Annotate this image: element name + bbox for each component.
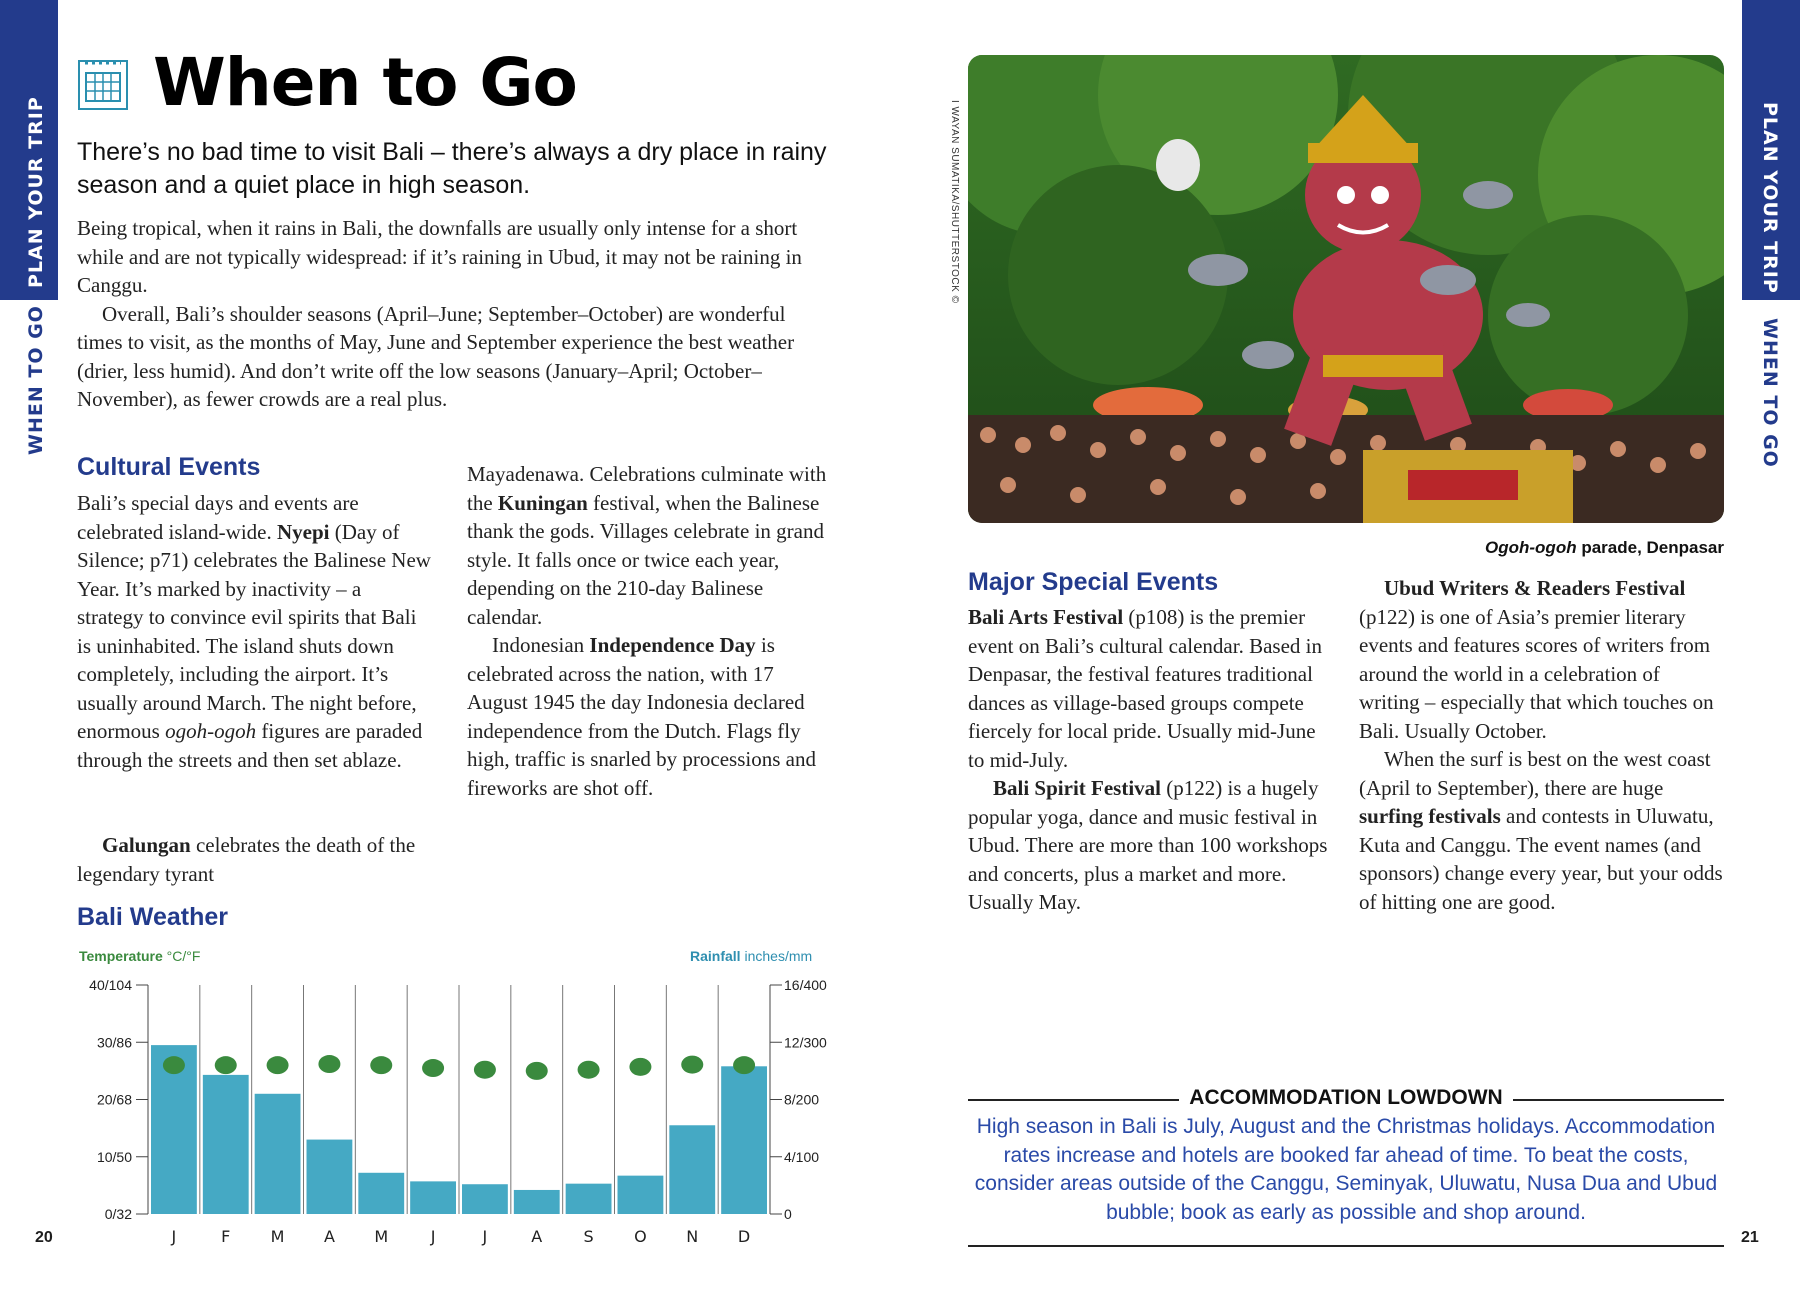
arts-festival-term: Bali Arts Festival [968, 605, 1124, 629]
rainfall-bar [618, 1176, 664, 1214]
temperature-dot [370, 1056, 392, 1074]
left-tab-when-label: WHEN TO GO [25, 305, 47, 455]
text-span: (Day of Silence; p71) celebrates the Balinese New Year. It’s marked by inactivity – a strategy to convince evil spirits that Bali is uninhabited. The island shuts down completely, including the airport. It’s usually around March. The night before, enormous [77, 519, 431, 743]
surfing-festivals-term: surfing festivals [1359, 804, 1501, 828]
left-tab-plan-label: PLAN YOUR TRIP [25, 96, 47, 288]
right-tick-label: 0 [784, 1206, 792, 1222]
right-tick-label: 4/100 [784, 1148, 820, 1165]
left-tick-label: 30/86 [96, 1034, 132, 1051]
major-events-col-2 [1359, 574, 1724, 916]
independence-day-term: Independence Day [589, 633, 756, 657]
intro-text [77, 214, 832, 414]
cultural-events-col-1 [77, 489, 432, 774]
photo-caption [1474, 538, 1724, 558]
rainfall-bar [255, 1094, 301, 1214]
right-tab-plan-label: PLAN YOUR TRIP [1759, 102, 1781, 294]
month-label: M [270, 1227, 285, 1246]
rainfall-bar [514, 1190, 560, 1214]
weather-heading: Bali Weather [77, 903, 228, 931]
rainfall-bar [669, 1125, 715, 1214]
month-label: A [531, 1227, 543, 1246]
rainfall-bar [410, 1181, 456, 1214]
temperature-dot [681, 1056, 703, 1074]
temperature-dot [422, 1059, 444, 1077]
text-span: figures are paraded through the streets and then set ablaze. [77, 719, 423, 772]
page-number-right: 21 [1741, 1229, 1759, 1246]
month-label: J [482, 1227, 488, 1246]
spirit-festival-term: Bali Spirit Festival [993, 776, 1161, 800]
text-span: celebrates the death of the legendary tyrant [77, 833, 416, 886]
rainfall-bar [566, 1184, 612, 1214]
cultural-events-heading: Cultural Events [77, 453, 261, 481]
galungan-term: Galungan [102, 833, 191, 857]
intro-paragraph-1: Being tropical, when it rains in Bali, the downfalls are usually only intense for a short while and are not typically widespread: if it’s raining in Ubud, it may not be raining in Canggu. [77, 216, 802, 297]
kuningan-term: Kuningan [497, 490, 588, 515]
page-title: When to Go [153, 44, 577, 121]
rainfall-bar [462, 1184, 508, 1214]
text-span: Indonesian [492, 633, 590, 657]
month-label: O [634, 1227, 647, 1246]
intro-paragraph-2: Overall, Bali’s shoulder seasons (April–June; September–October) are wonderful times to visit, as the months of May, June and September experience the best weather (drier, less humid). And don’t write off the low seasons (January–April; October–November), as fewer crowds are a real plus. [77, 301, 795, 411]
temperature-dot [629, 1058, 651, 1076]
month-label: D [737, 1227, 751, 1246]
rainfall-bar [203, 1075, 249, 1214]
month-label: N [686, 1227, 699, 1246]
right-tick-label: 8/200 [784, 1091, 820, 1108]
temp-unit: °C/°F [166, 948, 201, 964]
ogoh-ogoh-photo [968, 55, 1724, 523]
photo-credit: I WAYAN SUMATIKA/SHUTTERSTOCK © [949, 100, 960, 304]
text-span: (p122) is one of Asia’s premier literary events and features scores of writers from around the world in a celebration of writing – especially that which touches on Bali. Usually October. [1359, 604, 1714, 743]
rainfall-axis-label [690, 948, 812, 964]
month-label: S [583, 1227, 594, 1246]
right-tab-when-label: WHEN TO GO [1759, 318, 1781, 468]
right-tick-label: 16/400 [784, 977, 827, 993]
month-label: J [171, 1227, 177, 1246]
major-events-col-1 [968, 603, 1328, 917]
rain-unit: inches/mm [744, 948, 813, 964]
rain-label: Rainfall [690, 948, 741, 964]
left-tick-label: 0/32 [104, 1206, 132, 1222]
left-tick-label: 40/104 [89, 977, 132, 993]
month-label: F [221, 1227, 231, 1246]
accommodation-title: ACCOMMODATION LOWDOWN [1179, 1086, 1512, 1109]
caption-text: parade, Denpasar [1576, 538, 1724, 557]
temperature-dot [267, 1056, 289, 1074]
galungan-col-1 [77, 831, 432, 888]
month-label: A [323, 1227, 335, 1246]
caption-italic: Ogoh-ogoh [1485, 538, 1577, 557]
month-label: J [430, 1227, 436, 1246]
left-tick-label: 10/50 [96, 1148, 132, 1165]
nyepi-term: Nyepi [277, 519, 330, 544]
temperature-dot [526, 1062, 548, 1080]
temperature-dot [318, 1055, 340, 1073]
accommodation-text: High season in Bali is July, August and the Christmas holidays. Accommodation rates increase and hotels are booked far ahead of time. To beat the costs, consider areas outside of the Canggu, Seminyak, Uluwatu, Nusa Dua and Ubud bubble; book as early as possible and shop around. [974, 1115, 1718, 1224]
page-number-left: 20 [35, 1229, 53, 1246]
text-span: (p122) is a hugely popular yoga, dance and music festival in Ubud. There are more than 100 workshops and concerts, plus a market and more. Usually May. [968, 776, 1328, 914]
lead-paragraph: There’s no bad time to visit Bali – there’s always a dry place in rainy season and a quiet place in high season. [77, 138, 827, 199]
text-span: (p108) is the premier event on Bali’s cultural calendar. Based in Denpasar, the festival features traditional dances as village-based groups compete fiercely for local pride. Usually mid-June to mid-July. [968, 605, 1322, 772]
calendar-icon [77, 59, 129, 111]
box-bottom-rule [968, 1245, 1724, 1247]
text-span: and contests in Uluwatu, Kuta and Canggu. The event names (and sponsors) change every year, but your odds of hitting one are good. [1359, 804, 1723, 914]
writers-festival-term: Ubud Writers & Readers Festival [1384, 576, 1686, 600]
accommodation-title-wrap [968, 1086, 1724, 1110]
cultural-events-col-2: Mayadenawa. Celebrations culminate with the Kuningan festival, when the Balinese thank the gods. Villages celebrate in grand style. It falls once or twice each year, depending on the 210-day Balinese calendar. Indonesian Independence Day is celebrated across the nation, with 17 August 1945 the day Indonesia declared independence from the Dutch. Flags fly high, traffic is snarled by processions and fireworks are shot off. [467, 462, 827, 800]
rainfall-bar [721, 1066, 767, 1214]
temperature-dot [733, 1056, 755, 1074]
text-span: When the surf is best on the west coast (April to September), there are huge [1359, 747, 1711, 800]
right-tick-label: 12/300 [784, 1034, 827, 1051]
temp-label: Temperature [79, 948, 163, 964]
rainfall-bar [307, 1140, 353, 1214]
month-label: M [374, 1227, 389, 1246]
temperature-dot [474, 1061, 496, 1079]
weather-chart [60, 970, 850, 1250]
temperature-dot [163, 1056, 185, 1074]
temperature-axis-label [79, 948, 200, 964]
ogoh-ogoh-term: ogoh-ogoh [165, 719, 257, 743]
temperature-dot [578, 1061, 600, 1079]
rainfall-bar [358, 1173, 404, 1214]
temperature-dot [215, 1056, 237, 1074]
major-events-heading: Major Special Events [968, 568, 1219, 596]
left-tick-label: 20/68 [96, 1091, 132, 1108]
text-span: Bali’s special days and events are celebrated island-wide. [77, 491, 359, 544]
text-span: is celebrated across the nation, with 17 August 1945 the day Indonesia declared independence from the Dutch. Flags fly high, traffic is snarled by processions and fireworks are shot off. [467, 633, 816, 800]
